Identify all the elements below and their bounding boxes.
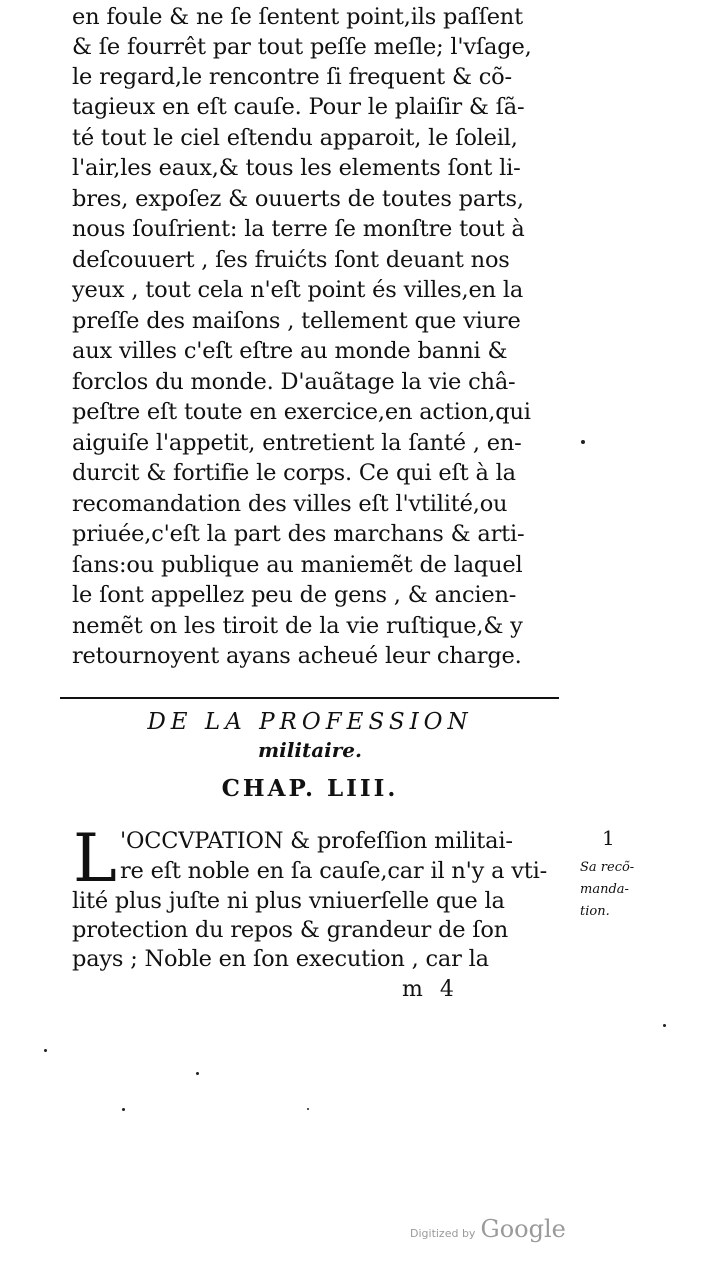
text-line: peſtre eſt toute en exercice,en action,qui xyxy=(72,399,531,425)
margin-note-line: manda- xyxy=(580,882,629,897)
text-line: preſſe des maiſons , tellement que viure xyxy=(72,308,521,334)
text-line: en foule & ne ſe ſentent point,ils paſſent xyxy=(72,4,523,30)
text-line: aux villes c'eſt eſtre au monde banni & xyxy=(72,338,508,364)
text-line: & ſe fourrêt par tout peſſe meſle; l'vſage, xyxy=(72,34,532,60)
text-line: aiguiſe l'appetit, entretient la ſanté , en- xyxy=(72,430,522,456)
text-line: priuée,c'eſt la part des marchans & arti- xyxy=(72,521,525,547)
text-line: le ſont appellez peu de gens , & ancien- xyxy=(72,582,517,608)
text-line: nous ſouſrient: la terre ſe monſtre tout à xyxy=(72,216,525,242)
chapter-text-line: re eſt noble en ſa cauſe,car il n'y a vti- xyxy=(120,858,548,884)
ink-speck xyxy=(122,1108,125,1111)
margin-number: 1 xyxy=(602,826,615,850)
ink-speck xyxy=(196,1072,199,1075)
text-line: té tout le ciel eſtendu apparoit, le ſoleil, xyxy=(72,125,518,151)
ink-speck xyxy=(581,440,585,444)
text-line: deſcouuert , ſes fruićts ſont deuant nos xyxy=(72,247,510,273)
text-line: yeux , tout cela n'eſt point és villes,en la xyxy=(72,277,524,303)
section-subheading: militaire. xyxy=(258,738,362,762)
watermark-prefix: Digitized by xyxy=(410,1227,476,1240)
text-line: ſans:ou publique au maniemẽt de laquel xyxy=(72,552,523,578)
ink-speck xyxy=(663,1024,666,1027)
section-divider xyxy=(60,697,559,699)
ink-speck xyxy=(307,1108,309,1110)
chapter-text-line: protection du repos & grandeur de ſon xyxy=(72,917,509,943)
chapter-text-line: 'OCCVPATION & profeſſion militai- xyxy=(120,828,513,854)
chapter-text-line: lité plus juſte ni plus vniuerſelle que la xyxy=(72,888,505,914)
section-heading: DE LA PROFESSION xyxy=(147,709,473,735)
text-line: forclos du monde. D'auãtage la vie châ- xyxy=(72,369,516,395)
google-logo-text: Google xyxy=(480,1215,566,1243)
text-line: nemẽt on les tiroit de la vie ruſtique,& y xyxy=(72,613,523,639)
text-line: durcit & fortifie le corps. Ce qui eſt à la xyxy=(72,460,516,486)
margin-note-line: Sa recõ- xyxy=(580,860,635,875)
text-line: recomandation des villes eſt l'vtilité,ou xyxy=(72,491,508,517)
drop-capital: L xyxy=(73,820,117,897)
text-line: tagieux en eſt cauſe. Pour le plaiſir & ſã- xyxy=(72,94,525,120)
digitized-watermark xyxy=(410,1215,566,1243)
chapter-text-line: pays ; Noble en ſon execution , car la xyxy=(72,946,489,972)
ink-speck xyxy=(44,1049,47,1052)
text-line: le regard,le rencontre ſi frequent & cõ- xyxy=(72,64,512,90)
chapter-title: CHAP. LIII. xyxy=(221,775,399,802)
text-line: l'air,les eaux,& tous les elements ſont li- xyxy=(72,155,521,181)
text-line: retournoyent ayans acheué leur charge. xyxy=(72,643,522,669)
signature-mark: m 4 xyxy=(402,977,459,1002)
margin-note-line: tion. xyxy=(580,904,610,919)
text-line: bres, expoſez & ouuerts de toutes parts, xyxy=(72,186,524,212)
